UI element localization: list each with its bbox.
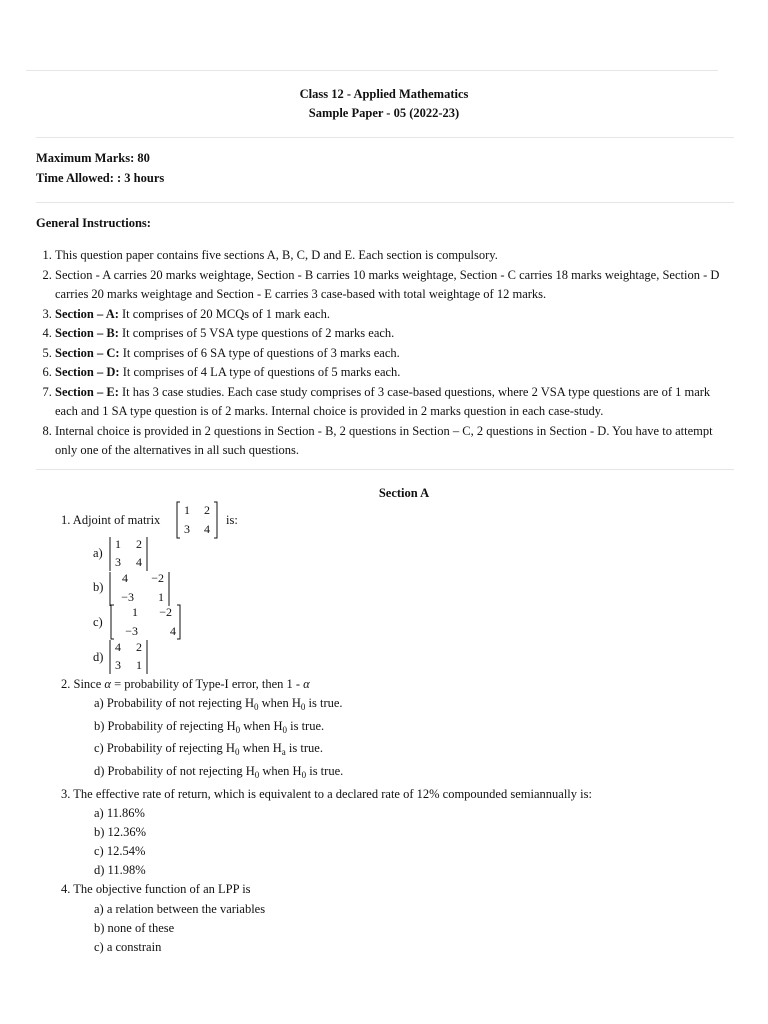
option-label: b) [93, 580, 104, 594]
question-4-option: c) a constrain [94, 940, 162, 954]
matrix-cell: 4 [170, 624, 176, 638]
meta-divider [36, 202, 734, 203]
matrix-cell: 2 [204, 503, 210, 517]
matrix-cell: 4 [136, 555, 142, 569]
matrix-cell: −3 [121, 590, 134, 604]
instruction-item: 1. This question paper contains five sections A, B, C, D and E. Each section is compulsory. [55, 246, 736, 266]
instruction-item: 2. Section - A carries 20 marks weightage, Section - B carries 10 marks weightage, Section - C carries 18 marks weightage, Section - D carries 20 marks weightage and Section - E carries 3 case-based with total weightage of 12 marks. [55, 266, 736, 305]
matrix-cell: 2 [136, 640, 142, 654]
question-4-option: b) none of these [94, 921, 175, 935]
question-2-text: 2. Since α = probability of Type-I error, then 1 - α [61, 677, 310, 691]
question-1-text: 1. Adjoint of matrix [61, 513, 161, 527]
question-2-option: b) Probability of rejecting $H_0$ when $H_0$ is true. [94, 719, 325, 735]
question-4-text: 4. The objective function of an LPP is [61, 882, 251, 896]
instruction-item: 7. Section – E: It has 3 case studies. Each case study comprises of 3 case-based questions, where 2 VSA type questions are of 1 mark each and 1 SA type question is of 2 marks. Internal choice is provided in 2 marks question in each case-study. [55, 383, 736, 422]
option-label: a) [93, 546, 103, 560]
instructions-heading: General Instructions: [36, 216, 151, 230]
option-c-matrix [108, 603, 184, 641]
instruction-item: 5. Section – C: It comprises of 6 SA type of questions of 3 marks each. [55, 344, 736, 364]
question-3-option: c) 12.54% [94, 844, 146, 858]
question-3-option: a) 11.86% [94, 806, 145, 820]
paper-sample-title: Sample Paper - 05 (2022-23) [308, 106, 460, 120]
matrix-cell: −2 [151, 571, 164, 585]
matrix-cell: 3 [115, 555, 121, 569]
instructions-divider [36, 469, 734, 470]
matrix-cell: 1 [158, 590, 164, 604]
matrix-cell: 1 [136, 658, 142, 672]
matrix-cell: 1 [184, 503, 190, 517]
question-3-option: d) 11.98% [94, 863, 146, 877]
matrix-cell: −2 [159, 605, 172, 619]
matrix-cell: 1 [132, 605, 138, 619]
question-3-option: b) 12.36% [94, 825, 147, 839]
matrix-cell: 4 [115, 640, 121, 654]
option-label: c) [93, 615, 103, 629]
question-2-option: d) Probability of not rejecting $H_0$ when $H_0$ is true. [94, 764, 344, 780]
option-label: d) [93, 650, 104, 664]
question-2-option: c) Probability of rejecting $H_0$ when $H_a$ is true. [94, 741, 323, 757]
top-divider [26, 70, 718, 71]
option-a-matrix [106, 535, 152, 573]
instruction-item: 8. Internal choice is provided in 2 questions in Section - B, 2 questions in Section – C, 2 questions in Section - D. You have to attempt only one of the alternatives in all such questions. [55, 422, 736, 461]
paper-class-title: Class 12 - Applied Mathematics [299, 87, 469, 101]
instruction-item: 4. Section – B: It comprises of 5 VSA type questions of 2 marks each. [55, 324, 736, 344]
matrix-cell: −3 [125, 624, 138, 638]
instruction-item: 6. Section – D: It comprises of 4 LA type of questions of 5 marks each. [55, 363, 736, 383]
matrix-cell: 4 [204, 522, 210, 536]
instruction-item: 3. Section – A: It comprises of 20 MCQs of 1 mark each. [55, 305, 736, 325]
section-a-title: Section A [378, 486, 430, 500]
instructions-list [36, 246, 736, 461]
matrix-cell: 3 [184, 522, 190, 536]
matrix-cell: 3 [115, 658, 121, 672]
question-1-matrix [174, 500, 220, 540]
time-allowed: Time Allowed: : 3 hours [36, 171, 165, 185]
question-3-text: 3. The effective rate of return, which is equivalent to a declared rate of 12% compounded semiannually is: [61, 787, 592, 801]
matrix-cell: 2 [136, 537, 142, 551]
matrix-cell: 1 [115, 537, 121, 551]
question-4-option: a) a relation between the variables [94, 902, 266, 916]
maximum-marks: Maximum Marks: 80 [36, 151, 150, 165]
option-d-matrix [106, 638, 152, 676]
header-divider [36, 137, 734, 138]
question-1-suffix: is: [226, 513, 238, 527]
question-2-option: a) Probability of not rejecting $H_0$ when $H_0$ is true. [94, 696, 343, 712]
matrix-cell: 4 [122, 571, 128, 585]
